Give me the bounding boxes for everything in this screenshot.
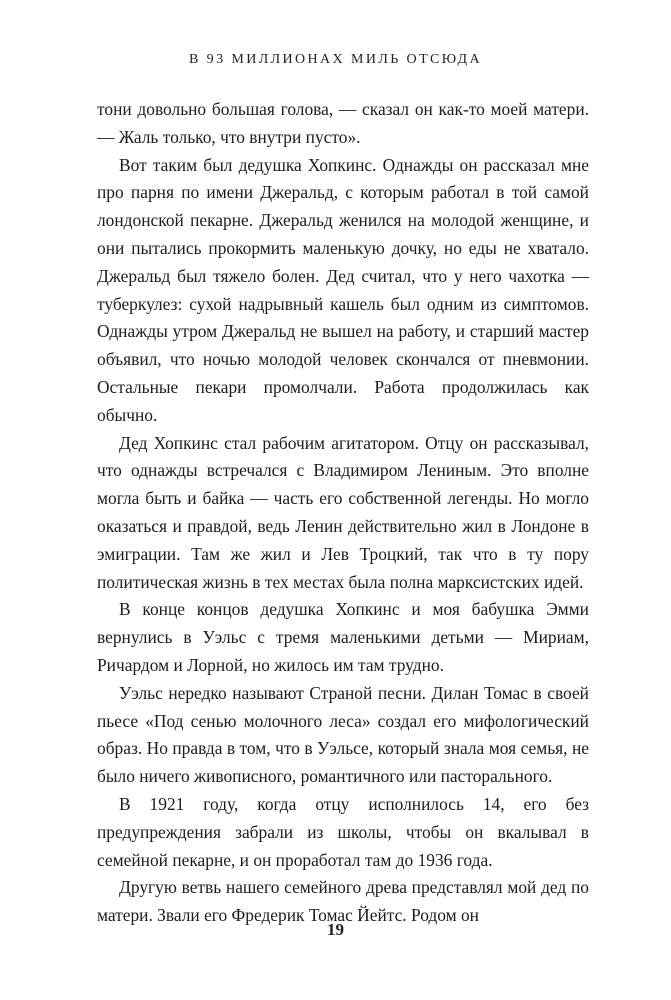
paragraph-continuation: тони довольно большая голова, — сказал он как-то моей матери. — Жаль только, что внутри пусто». [97,99,589,147]
paragraph: Дед Хопкинс стал рабочим агитатором. Отцу он рассказывал, что однажды встречался с Владимиром Лениным. Это вполне могла быть и байка — часть его собственной легенды. Но могло оказаться и правдой, ведь Ленин действительно жил в Лондоне в эмиграции. Там же жил и Лев Троцкий, так что в ту пору политическая жизнь в тех местах была полна марксистских идей. [97,432,589,592]
paragraph: Другую ветвь нашего семейного древа представлял мой дед по матери. Звали его Фредерик Томас Йейтс. Родом он [97,877,589,926]
page-number: 19 [327,920,344,939]
paragraph: В 1921 году, когда отцу исполнилось 14, его без предупреждения забрали из школы, чтобы он вкалывал в семейной пекарне, и он проработал там до 1936 года. [97,793,589,870]
paragraph: В конце концов дедушка Хопкинс и моя бабушка Эмми вернулись в Уэльс с тремя маленькими детьми — Мириам, Ричардом и Лорной, но жилось им там трудно. [97,599,589,675]
running-head: В 93 МИЛЛИОНАХ МИЛЬ ОТСЮДА [189,52,482,67]
paragraph: Уэльс нередко называют Страной песни. Дилан Томас в своей пьесе «Под сенью молочного леса» создал его мифологический образ. Но правда в том, что в Уэльсе, который знала моя семья, не было ничего живописного, романтичного или пасторального. [97,682,589,787]
paragraph: Вот таким был дедушка Хопкинс. Однажды он рассказал мне про парня по имени Джеральд, с которым работал в той самой лондонской пекарне. Джеральд женился на молодой женщине, и они пытались прокормить маленькую дочку, но еды не хватало. Джеральд был тяжело болен. Дед считал, что у него чахотка — туберкулез: сухой надрывный кашель был одним из симптомов. Однажды утром Джеральд не вышел на работу, и старший мастер объявил, что ночью молодой человек скончался от пневмонии. Остальные пекари промолчали. Работа продолжилась как обычно. [97,154,589,425]
body-text [97,96,589,930]
